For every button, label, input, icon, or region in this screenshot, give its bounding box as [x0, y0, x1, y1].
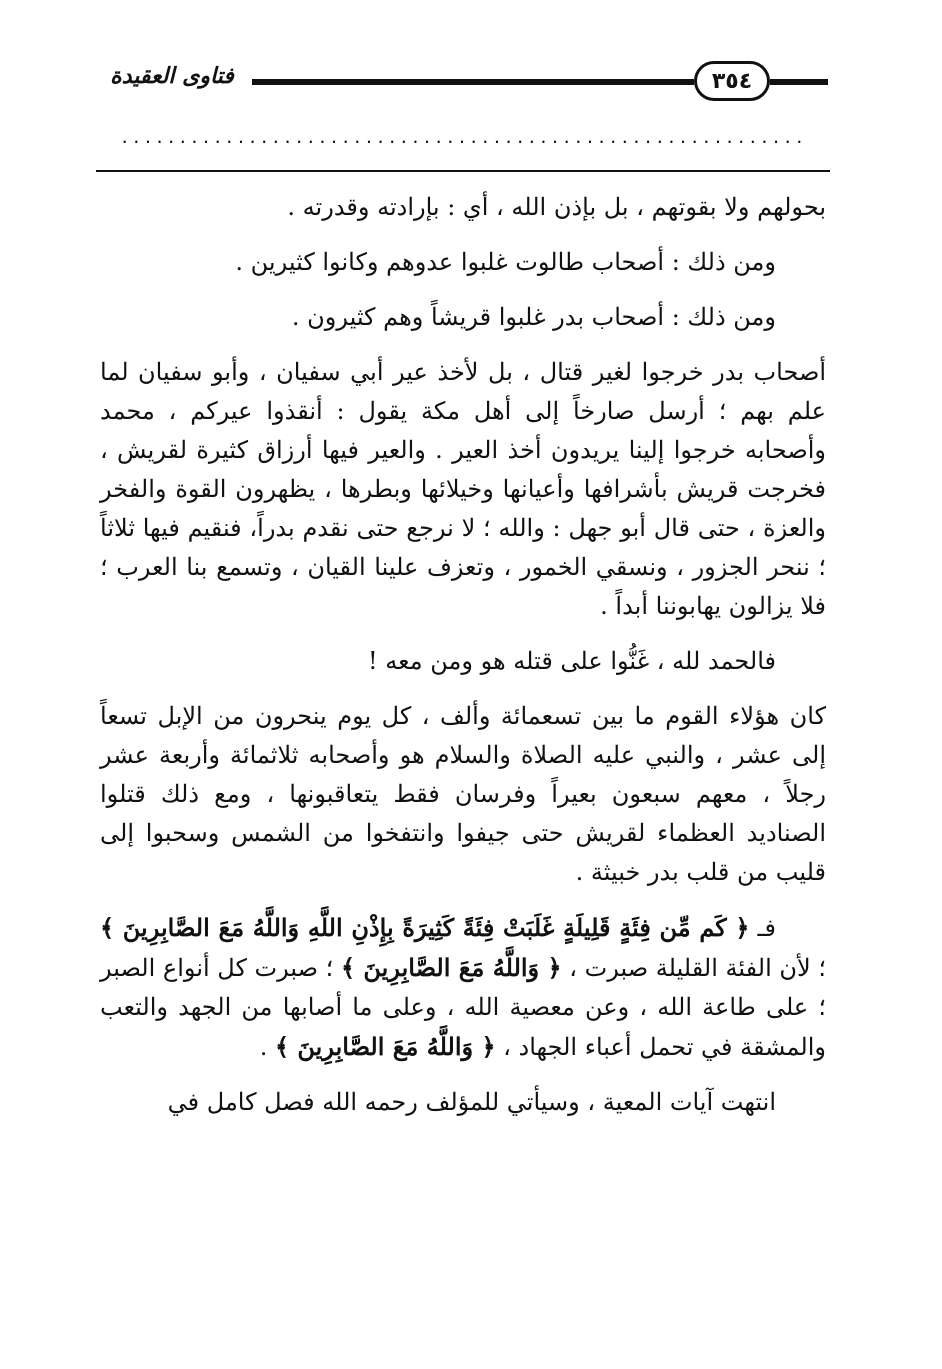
paragraph-with-quran	[100, 908, 826, 1067]
paragraph: ومن ذلك : أصحاب طالوت غلبوا عدوهم وكانوا كثيرين .	[235, 248, 776, 276]
book-title: فتاوى العقيدة	[110, 64, 234, 89]
text-fragment: ؛ لأن الفئة القليلة صبرت ،	[569, 954, 826, 982]
text-fragment: فـ	[757, 914, 776, 942]
quran-verse: ﴿ كَم مِّن فِئَةٍ قَلِيلَةٍ غَلَبَتْ فِئَةً كَثِيرَةً بِإِذْنِ اللَّهِ وَاللَّهُ مَعَ الصَّابِرِينَ ﴾	[100, 913, 750, 942]
page-number: ٣٥٤	[711, 68, 753, 94]
text-fragment: .	[259, 1033, 268, 1061]
separator-rule	[96, 170, 830, 172]
quran-verse: ﴿ وَاللَّهُ مَعَ الصَّابِرِينَ ﴾	[274, 1032, 496, 1061]
page-header	[92, 58, 828, 106]
paragraph: كان هؤلاء القوم ما بين تسعمائة وألف ، كل يوم ينحرون من الإبل تسعاً إلى عشر ، والنبي عليه الصلاة والسلام هو وأصحابه ثلاثمائة وأربعة عشر رجلاً ، معهم سبعون بعيراً وفرسان فقط يتعاقبونها ، ومع ذلك قتلوا الصناديد العظماء لقريش حتى جيفوا وانتفخوا من الشمس وسحبوا إلى قليب من قلب بدر خبيثة .	[100, 702, 826, 886]
quran-verse: ﴿ وَاللَّهُ مَعَ الصَّابِرِينَ ﴾	[340, 953, 562, 982]
paragraph: أصحاب بدر خرجوا لغير قتال ، بل لأخذ عير أبي سفيان ، وأبو سفيان لما علم بهم ؛ أرسل صارخاً إلى أهل مكة يقول : أنقذوا عيركم ، محمد وأصحابه خرجوا إلينا يريدون أخذ العير . والعير فيها أرزاق كثيرة لقريش ، فخرجت قريش بأشرافها وأعيانها وخيلائها وبطرها ، يظهرون القوة والفخر والعزة ، حتى قال أبو جهل : والله ؛ لا نرجع حتى نقدم بدراً، فنقيم فيها ثلاثاً ؛ ننحر الجزور ، ونسقي الخمور ، وتعزف علينا القيان ، وتسمع بنا العرب ؛ فلا يزالون يهابوننا أبداً .	[100, 358, 827, 620]
paragraph: فالحمد لله ، غَنُّوا على قتله هو ومن معه !	[368, 647, 776, 675]
paragraph: ومن ذلك : أصحاب بدر غلبوا قريشاً وهم كثيرون .	[291, 303, 776, 331]
text-fragment: ؛ صبرت كل أنواع الصبر ؛ على طاعة الله ، وعن معصية الله ، وعلى ما أصابها من الجهد والتعب والمشقة في تحمل أعباء الجهاد ،	[100, 954, 826, 1061]
header-rule-long	[252, 79, 694, 85]
dotted-separator: ...........................................................	[119, 128, 807, 144]
header-rule-short	[770, 79, 828, 85]
page-number-badge	[694, 61, 770, 101]
paragraph: بحولهم ولا بقوتهم ، بل بإذن الله ، أي : بإرادته وقدرته .	[287, 193, 826, 221]
body-text	[100, 188, 826, 1138]
paragraph: انتهت آيات المعية ، وسيأتي للمؤلف رحمه الله فصل كامل في	[167, 1088, 776, 1116]
